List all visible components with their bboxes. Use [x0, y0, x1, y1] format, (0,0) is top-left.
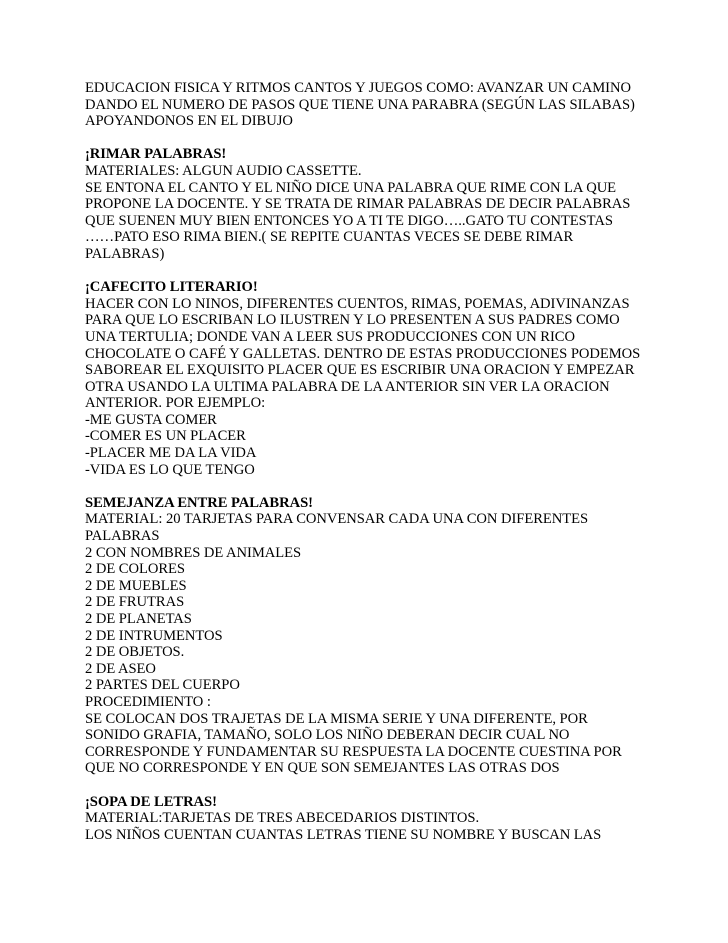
section-heading: SEMEJANZA ENTRE PALABRAS!	[85, 494, 313, 511]
text-line: APOYANDONOS EN EL DIBUJO	[85, 113, 293, 130]
text-line: -ME GUSTA COMER	[85, 411, 217, 428]
text-line: -PLACER ME DA LA VIDA	[85, 445, 257, 462]
text-line: HACER CON LO NINOS, DIFERENTES CUENTOS, RIMAS, POEMAS, ADIVINANZAS	[85, 295, 630, 312]
paragraph-spacer	[85, 777, 685, 794]
text-line: -COMER ES UN PLACER	[85, 428, 246, 445]
section-sopa-de-letras	[85, 794, 685, 844]
text-line: QUE NO CORRESPONDE Y EN QUE SON SEMEJANTES LAS OTRAS DOS	[85, 760, 560, 777]
paragraph-spacer	[85, 478, 685, 495]
section-heading: ¡CAFECITO LITERARIO!	[85, 279, 258, 296]
text-line: DANDO EL NUMERO DE PASOS QUE TIENE UNA PARABRA (SEGÚN LAS SILABAS)	[85, 96, 635, 113]
section-semejanza-entre-palabras	[85, 495, 685, 777]
text-line: QUE SUENEN MUY BIEN ENTONCES YO A TI TE DIGO…..GATO TU CONTESTAS	[85, 212, 613, 229]
text-line: EDUCACION FISICA Y RITMOS CANTOS Y JUEGOS COMO: AVANZAR UN CAMINO	[85, 80, 631, 96]
text-line: 2 DE FRUTRAS	[85, 594, 185, 611]
text-line: PROPONE LA DOCENTE. Y SE TRATA DE RIMAR PALABRAS DE DECIR PALABRAS	[85, 196, 631, 213]
text-line: 2 DE PLANETAS	[85, 611, 192, 627]
text-line: MATERIAL:TARJETAS DE TRES ABECEDARIOS DISTINTOS.	[85, 810, 480, 827]
text-line: 2 DE COLORES	[85, 561, 185, 578]
text-line: SE ENTONA EL CANTO Y EL NIÑO DICE UNA PALABRA QUE RIME CON LA QUE	[85, 179, 617, 196]
text-line: CORRESPONDE Y FUNDAMENTAR SU RESPUESTA LA DOCENTE CUESTINA POR	[85, 743, 622, 760]
text-line: ANTERIOR. POR EJEMPLO:	[85, 395, 266, 412]
section-rimar-palabras	[85, 146, 685, 262]
text-line: MATERIALES: ALGUN AUDIO CASSETTE.	[85, 162, 362, 179]
text-line: 2 DE OBJETOS.	[85, 644, 185, 661]
text-line: CHOCOLATE O CAFÉ Y GALLETAS. DENTRO DE ESTAS PRODUCCIONES PODEMOS	[85, 345, 641, 362]
text-line: OTRA USANDO LA ULTIMA PALABRA DE LA ANTERIOR SIN VER LA ORACION	[85, 378, 610, 395]
intro-paragraph	[85, 80, 685, 130]
paragraph-spacer	[85, 130, 685, 147]
text-line: 2 DE ASEO	[85, 660, 156, 677]
text-line: LOS NIÑOS CUENTAN CUANTAS LETRAS TIENE SU NOMBRE Y BUSCAN LAS	[85, 826, 602, 843]
text-line: PROCEDIMIENTO :	[85, 693, 211, 710]
text-line: 2 DE INTRUMENTOS	[85, 627, 223, 644]
text-line: ……PATO ESO RIMA BIEN.( SE REPITE CUANTAS VECES SE DEBE RIMAR	[85, 229, 574, 246]
text-line: PALABRAS	[85, 528, 160, 545]
text-line: PALABRAS)	[85, 245, 165, 262]
text-line: 2 CON NOMBRES DE ANIMALES	[85, 544, 302, 561]
paragraph-spacer	[85, 263, 685, 280]
document-page	[85, 80, 685, 843]
section-heading: ¡SOPA DE LETRAS!	[85, 793, 217, 810]
text-line: -VIDA ES LO QUE TENGO	[85, 461, 255, 478]
text-line: UNA TERTULIA; DONDE VAN A LEER SUS PRODUCCIONES CON UN RICO	[85, 328, 575, 345]
text-line: SONIDO GRAFIA, TAMAÑO, SOLO LOS NIÑO DEBERAN DECIR CUAL NO	[85, 727, 570, 744]
text-line: MATERIAL: 20 TARJETAS PARA CONVENSAR CADA UNA CON DIFERENTES	[85, 511, 589, 528]
text-line: 2 PARTES DEL CUERPO	[85, 677, 240, 694]
text-line: SABOREAR EL EXQUISITO PLACER QUE ES ESCRIBIR UNA ORACION Y EMPEZAR	[85, 362, 635, 379]
section-heading: ¡RIMAR PALABRAS!	[85, 146, 227, 163]
text-line: 2 DE MUEBLES	[85, 577, 187, 594]
section-cafecito-literario	[85, 279, 685, 478]
text-line: PARA QUE LO ESCRIBAN LO ILUSTREN Y LO PRESENTEN A SUS PADRES COMO	[85, 312, 620, 329]
text-line: SE COLOCAN DOS TRAJETAS DE LA MISMA SERIE Y UNA DIFERENTE, POR	[85, 710, 588, 727]
